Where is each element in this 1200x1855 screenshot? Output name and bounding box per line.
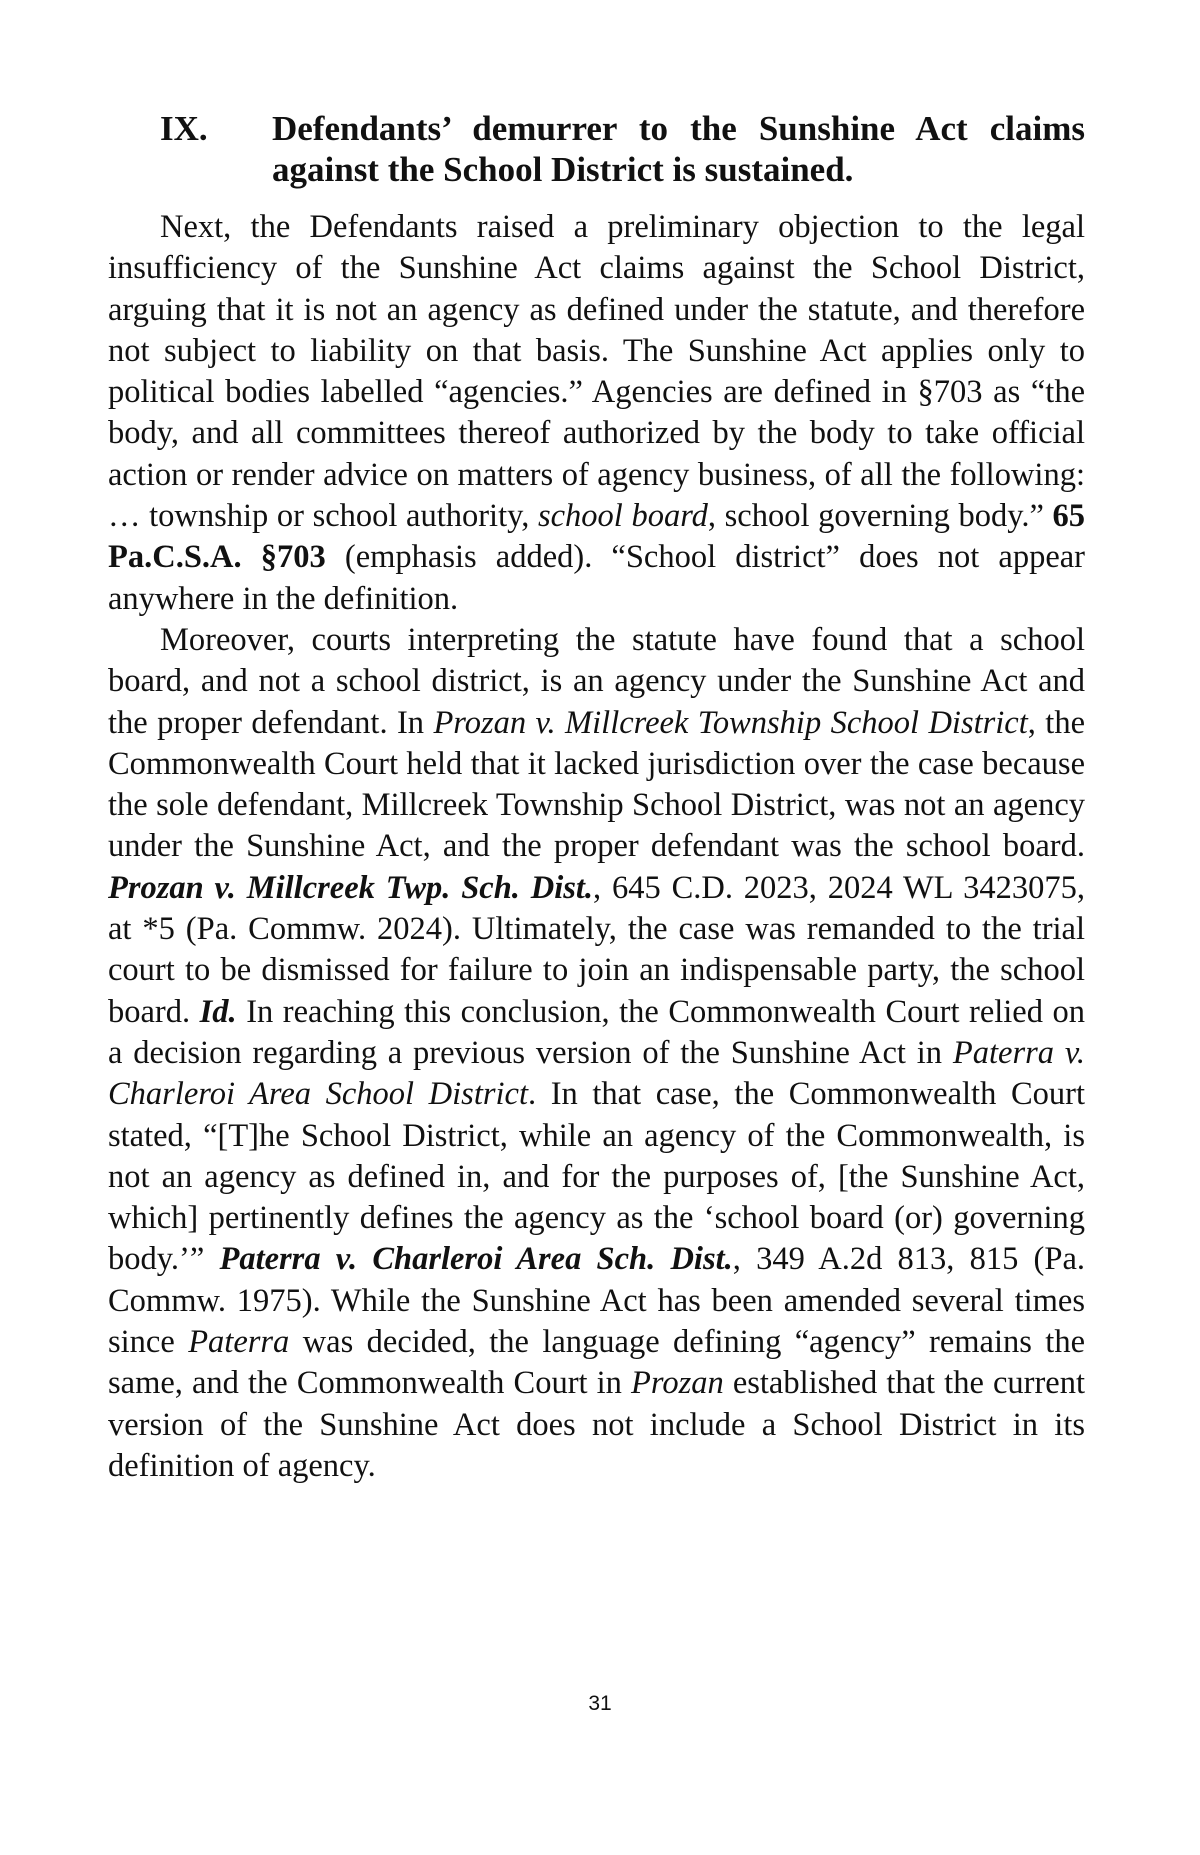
italic-text: Paterra — [188, 1324, 290, 1361]
body-text — [108, 207, 1085, 1487]
text-run: established that the current version of the Sunshine Act does not include a School District in its definition of agency. — [108, 1365, 1085, 1484]
text-run: In reaching this conclusion, the Commonwealth Court relied on a decision regarding a previous version of the Sunshine Act in — [108, 993, 1085, 1071]
section-title: Defendants’ demurrer to the Sunshine Act claims against the School District is sustained. — [272, 109, 1085, 189]
section-number: IX. — [160, 109, 208, 148]
text-run: was decided, the language defining “agency” remains the same, and the Commonwealth Court in — [108, 1324, 1086, 1402]
text-run: . In that case, the Commonwealth Court stated, “[T]he School District, while an agency of the Commonwealth, is not an agency as defined in, and for the purposes of, [the Sunshine Act, which] pertinently defines the agency as the ‘school board (or) governing body.’” — [108, 1076, 1085, 1278]
text-run: (emphasis added). “School district” does not appear anywhere in the definition. — [108, 539, 1086, 617]
italic-text: school board — [537, 498, 708, 535]
case-citation: Prozan v. Millcreek Twp. Sch. Dist. — [108, 869, 594, 906]
text-run: , 645 C.D. 2023, 2024 WL 3423075, at *5 (Pa. Commw. 2024). Ultimately, the case was remanded to the trial court to be dismissed for failure to join an indispensable party, the school board. — [108, 869, 1085, 1030]
italic-text: Prozan — [631, 1365, 724, 1402]
section-heading — [160, 108, 1085, 190]
paragraph — [108, 620, 1085, 1487]
case-citation: Paterra v. Charleroi Area Sch. Dist. — [219, 1241, 733, 1278]
bold-citation: 65 Pa.C.S.A. §703 — [108, 498, 1086, 576]
text-run: , school governing body.” — [707, 498, 1053, 535]
text-run: , 349 A.2d 813, 815 (Pa. Commw. 1975). While the Sunshine Act has been amended several times since — [108, 1241, 1086, 1361]
page-number: 31 — [588, 1692, 612, 1715]
case-citation: Id. — [199, 993, 237, 1030]
text-run: , the Commonwealth Court held that it lacked jurisdiction over the case because the sole defendant, Millcreek Township School District, was not an agency under the Sunshine Act, and the proper defendant was the school board. — [108, 704, 1085, 865]
paragraph — [108, 207, 1085, 620]
text-run: Next, the Defendants raised a preliminary objection to the legal insufficiency of the Sunshine Act claims against the School District, arguing that it is not an agency as defined under the statute, and therefore not subject to liability on that basis. The Sunshine Act applies only to political bodies labelled “agencies.” Agencies are defined in §703 as “the body, and all committees thereof authorized by the body to take official action or render advice on matters of agency business, of all the following: … township or school authority, — [108, 209, 1085, 535]
italic-text: Prozan v. Millcreek Township School District — [433, 704, 1028, 741]
text-run: Moreover, courts interpreting the statute have found that a school board, and not a school district, is an agency under the Sunshine Act and the proper defendant. In — [108, 621, 1085, 741]
italic-text: Paterra v. Charleroi Area School District — [108, 1034, 1085, 1113]
